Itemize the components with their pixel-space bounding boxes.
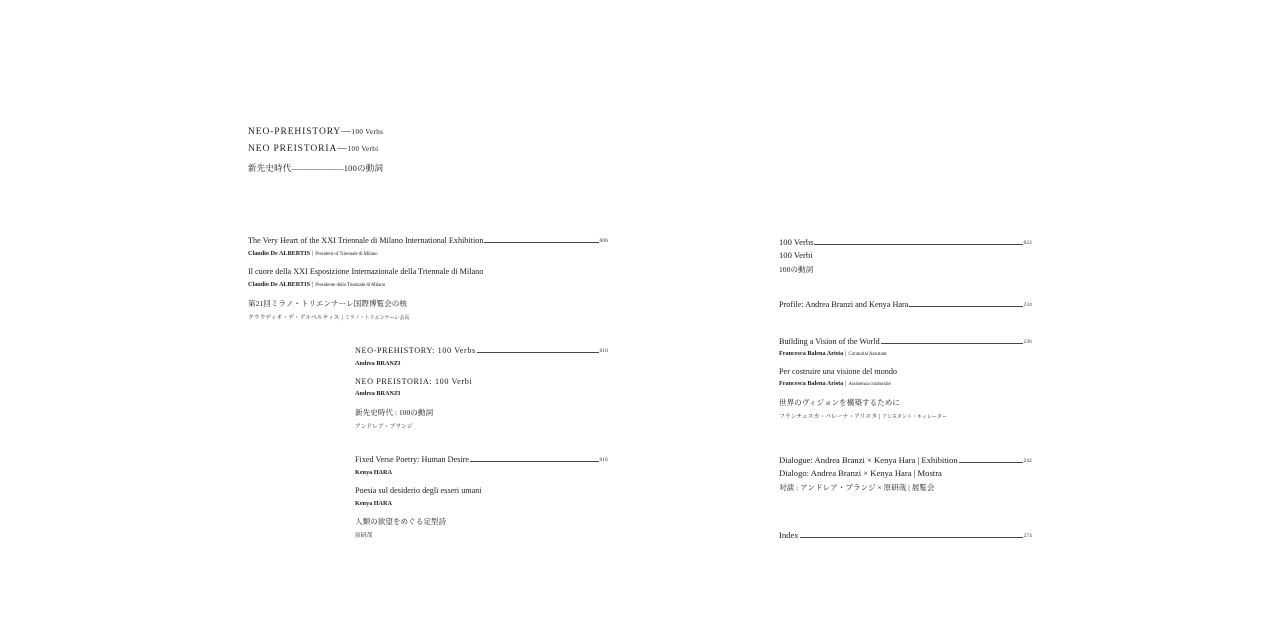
toc-title-it: Poesia sul desiderio degli esseri umani — [355, 486, 482, 495]
toc-page-number: 236 — [1023, 340, 1032, 345]
toc-author-it: Kenya HARA — [355, 500, 392, 507]
toc-leader — [909, 306, 1022, 307]
toc-page-number: 006 — [599, 239, 608, 244]
toc-title-jp: 人類の欲望をめぐる定型詩 — [355, 517, 447, 526]
toc-title-jp: 対談 : アンドレア・ブランジ × 原研哉 | 展覧会 — [779, 483, 935, 492]
title-line-en: NEO-PREHISTORY—100 Verbs — [248, 127, 384, 137]
toc-entry-triennale-heart[interactable] — [248, 236, 608, 245]
toc-title: Profile: Andrea Branzi and Kenya Hara — [779, 300, 909, 309]
toc-author-en: Francesca Balena Arista | Curatorial Assistant — [779, 350, 887, 357]
toc-leader — [470, 461, 599, 462]
toc-author-it: Andrea BRANZI — [355, 390, 401, 397]
toc-leader — [477, 352, 599, 353]
title-en-main: NEO-PREHISTORY — [248, 127, 342, 137]
title-it-main: NEO PREISTORIA — [248, 144, 338, 154]
title-line-it: NEO PREISTORIA—100 Verbi — [248, 144, 379, 154]
toc-author-jp: 原研哉 — [355, 533, 373, 539]
title-en-sub: 100 Verbs — [351, 128, 384, 136]
toc-title-jp: 世界のヴィジョンを構築するために — [779, 398, 900, 407]
toc-author-it: Francesca Balena Arista | Assistenza curatoriale — [779, 380, 891, 387]
toc-entry-100-verbs[interactable] — [779, 237, 1032, 247]
toc-leader — [881, 343, 1023, 344]
toc-author-jp: アンドレア・ブランジ — [355, 424, 413, 430]
toc-title: 100 Verbs — [779, 237, 814, 247]
title-jp-main: 新先史時代 — [248, 163, 292, 173]
toc-title: Dialogue: Andrea Branzi × Kenya Hara | Exhibition — [779, 455, 958, 465]
title-jp-sub: 100の動詞 — [343, 163, 384, 173]
toc-entry-neo-prehistory[interactable] — [355, 346, 608, 355]
toc-page-number: 234 — [1023, 303, 1032, 308]
toc-author-en: Kenya HARA — [355, 469, 392, 476]
toc-page-number: 022 — [1023, 240, 1032, 246]
toc-title-it: 100 Verbi — [779, 250, 813, 260]
toc-title-jp: 第21回ミラノ・トリエンナーレ国際博覧会の核 — [248, 299, 407, 308]
toc-leader — [959, 462, 1023, 463]
toc-author-jp: クラウディオ・デ・アルベルティス | ミラノ・トリエンナーレ会長 — [248, 315, 410, 321]
toc-title-it: NEO PREISTORIA: 100 Verbi — [355, 377, 473, 386]
toc-entry-index[interactable] — [779, 530, 1032, 540]
toc-author-en: Andrea BRANZI — [355, 360, 401, 367]
toc-title: The Very Heart of the XXI Triennale di Milano International Exhibition — [248, 236, 484, 245]
toc-page-number: 010 — [599, 349, 608, 354]
toc-title: Fixed Verse Poetry: Human Desire — [355, 455, 469, 464]
toc-page-number: 242 — [1023, 458, 1032, 464]
toc-title-it: Per costruire una visione del mondo — [779, 367, 898, 376]
toc-author-it: Claudio De ALBERTIS | Presidente della Triennale di Milano — [248, 281, 386, 288]
toc-title: Building a Vision of the World — [779, 337, 880, 346]
toc-leader — [484, 242, 598, 243]
toc-entry-building-vision[interactable] — [779, 337, 1032, 346]
toc-entry-profile[interactable] — [779, 300, 1032, 309]
toc-title: NEO-PREHISTORY: 100 Verbs — [355, 346, 476, 355]
toc-title-jp: 新先史時代 : 100の動詞 — [355, 408, 434, 417]
toc-title-it: Il cuore della XXI Esposizione Internazionale della Triennale di Milano — [248, 267, 484, 276]
toc-author-jp: フランチェスカ・バレーナ・アリスタ | アシスタント・キュレーター — [779, 414, 947, 420]
toc-leader — [800, 537, 1023, 538]
toc-author-en: Claudio De ALBERTIS | President of Triennale di Milano — [248, 250, 378, 257]
toc-leader — [814, 244, 1022, 245]
toc-title: Index — [779, 530, 799, 540]
toc-entry-dialogue[interactable] — [779, 455, 1032, 465]
toc-title-it: Dialogo: Andrea Branzi × Kenya Hara | Mostra — [779, 468, 942, 478]
toc-title-jp: 100の動詞 — [779, 265, 814, 274]
toc-entry-fixed-verse[interactable] — [355, 455, 608, 464]
title-line-jp: 新先史時代――――――100の動詞 — [248, 163, 384, 173]
title-it-sub: 100 Verbi — [347, 145, 379, 153]
toc-page-number: 016 — [599, 458, 608, 463]
toc-page-number: 274 — [1023, 533, 1032, 539]
